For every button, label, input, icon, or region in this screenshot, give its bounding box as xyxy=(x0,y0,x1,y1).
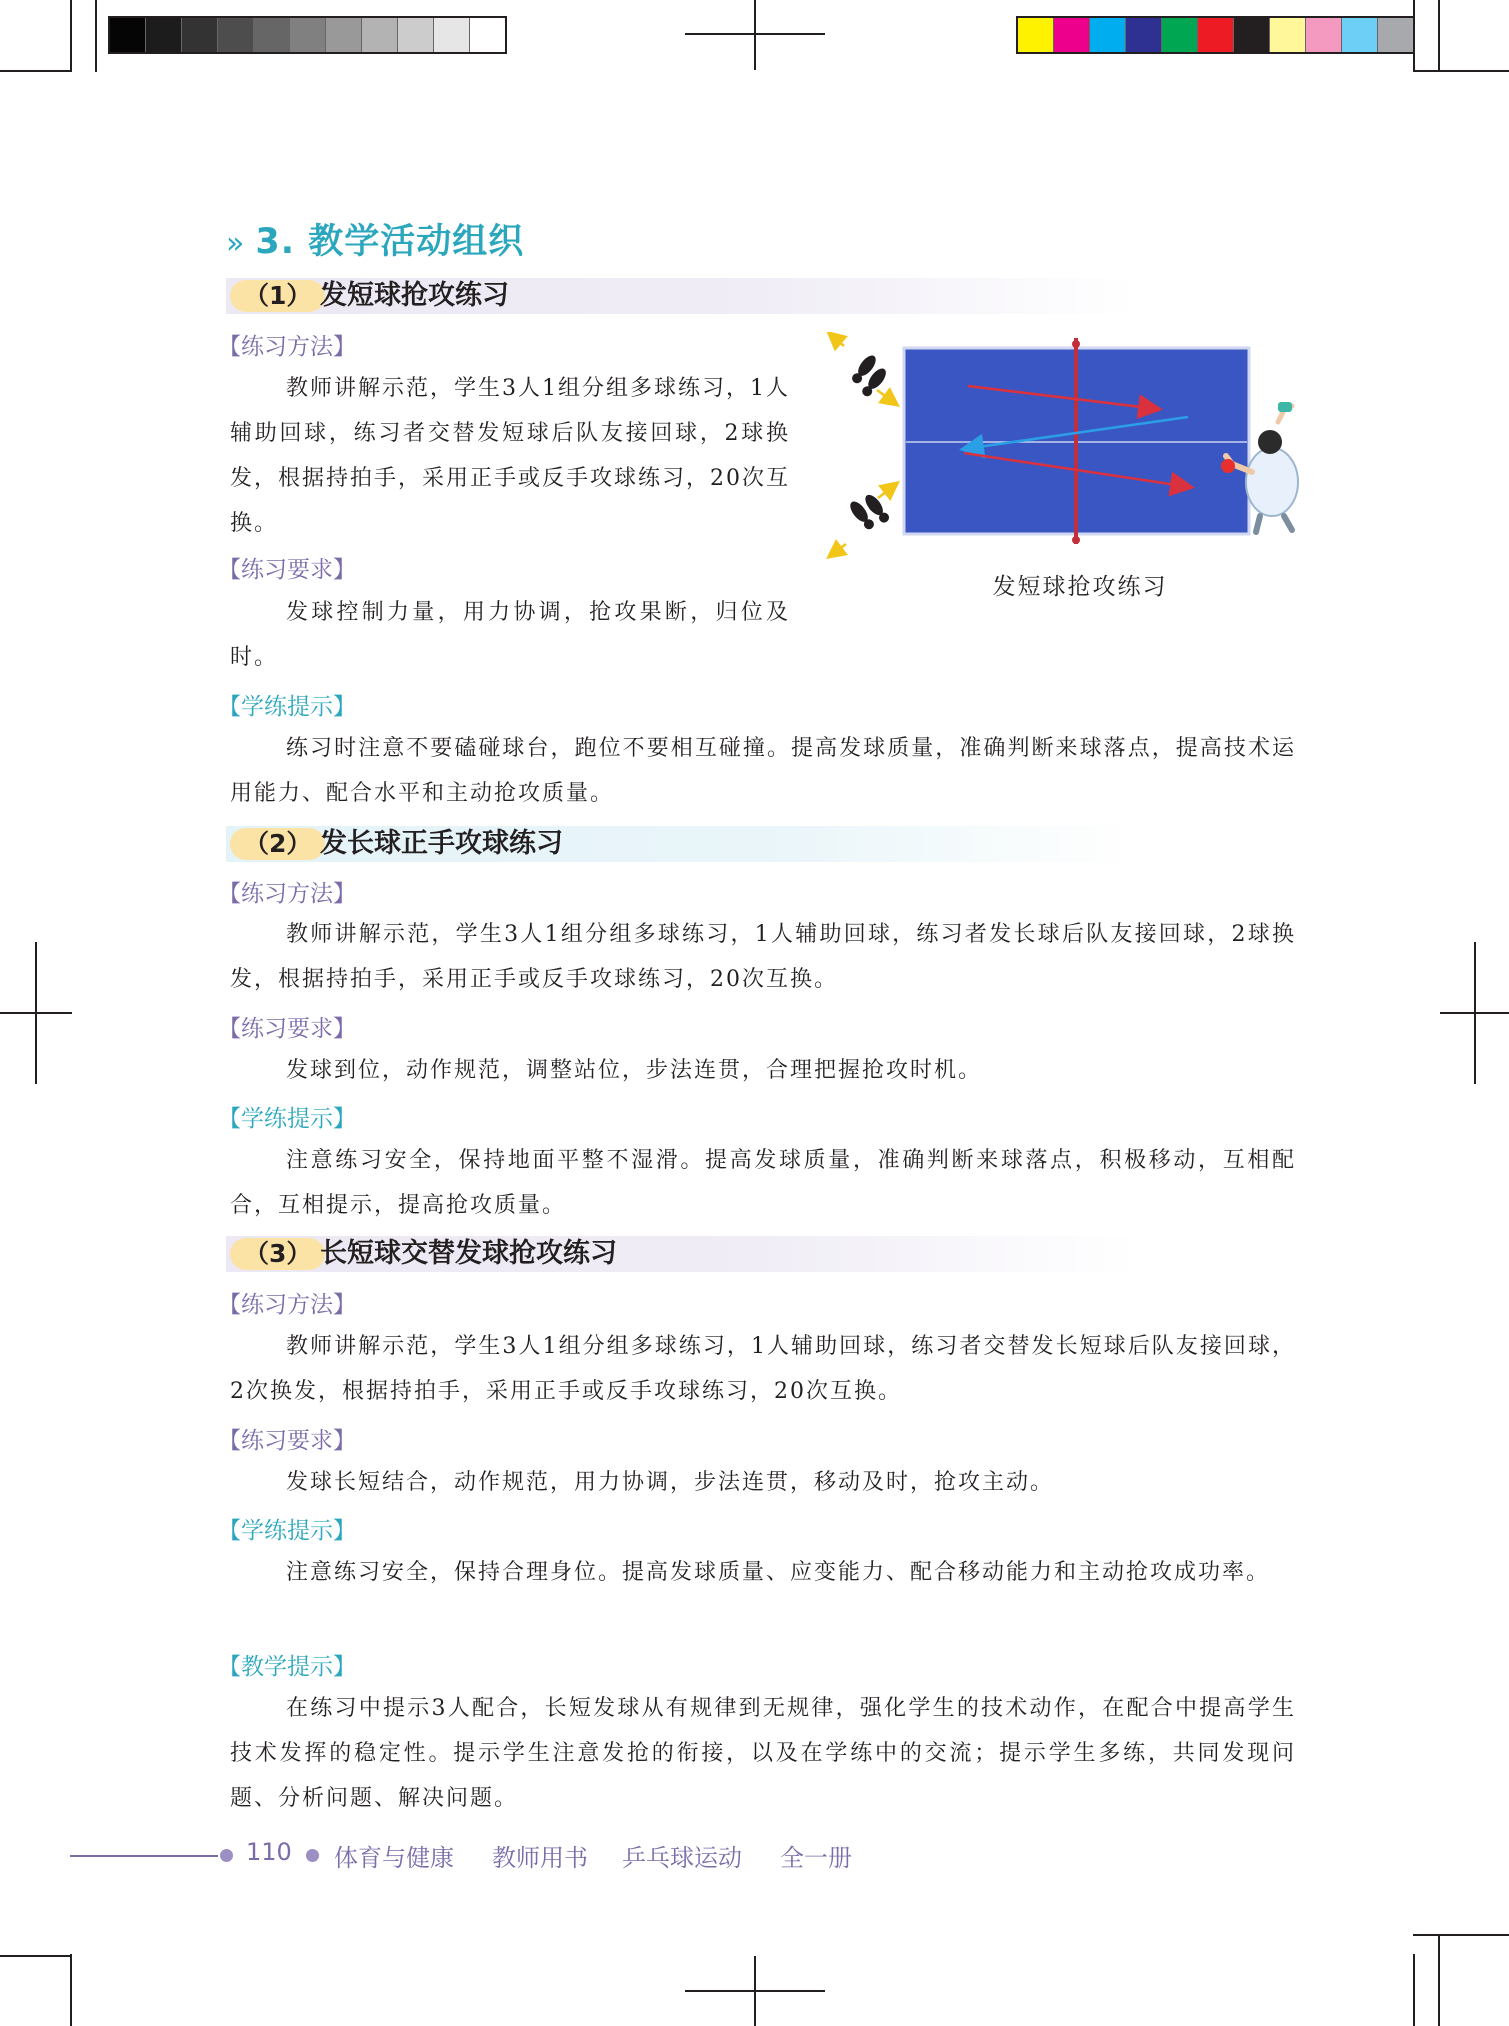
part2-tip-tag: 【学练提示】 xyxy=(218,1106,356,1132)
subheading-part1 xyxy=(226,278,1296,314)
registration-swatch xyxy=(110,18,145,52)
dot-icon xyxy=(220,1849,233,1862)
registration-swatch xyxy=(217,18,253,52)
part1-method-text: 教师讲解示范，学生3人1组分组多球练习，1人辅助回球，练习者交替发短球后队友接回球，2球换发，根据持拍手，采用正手或反手攻球练习，20次互换。 xyxy=(230,376,790,536)
part3-requirement-text: 发球长短结合，动作规范，用力协调，步法连贯，移动及时，抢攻主动。 xyxy=(286,1470,1055,1495)
part2-title: 发长球正手攻球练习 xyxy=(320,828,563,859)
footer-book: 体育与健康 xyxy=(334,1844,454,1872)
part2-number: （2） xyxy=(230,828,325,860)
part3-title: 长短球交替发球抢攻练习 xyxy=(320,1238,617,1269)
registration-swatch xyxy=(1161,18,1197,52)
dot-icon xyxy=(306,1849,319,1862)
part1-method-tag: 【练习方法】 xyxy=(218,334,356,360)
color-registration-bar xyxy=(1016,16,1415,54)
part3-tip-text: 注意练习安全，保持合理身位。提高发球质量、应变能力、配合移动能力和主动抢攻成功率。 xyxy=(286,1560,1271,1585)
registration-swatch xyxy=(1377,18,1413,52)
section-title-text: 3. 教学活动组织 xyxy=(255,222,525,262)
part2-requirement-tag: 【练习要求】 xyxy=(218,1016,356,1042)
registration-swatch xyxy=(289,18,325,52)
footer-subject: 乒乓球运动 xyxy=(622,1844,742,1872)
registration-swatch xyxy=(469,18,505,52)
slash-decoration-icon xyxy=(1246,832,1296,856)
registration-swatch xyxy=(1053,18,1089,52)
figure-caption: 发短球抢攻练习 xyxy=(992,574,1168,600)
registration-swatch xyxy=(145,18,181,52)
part1-tip-text: 练习时注意不要磕碰球台，跑位不要相互碰撞。提高发球质量，准确判断来球落点，提高技术运用能力、配合水平和主动抢攻质量。 xyxy=(230,736,1296,806)
part1-requirement-text: 发球控制力量，用力协调，抢攻果断，归位及时。 xyxy=(230,600,790,670)
subheading-part3 xyxy=(226,1236,1296,1272)
part3-method-tag: 【练习方法】 xyxy=(218,1292,356,1318)
part3-teaching-tag: 【教学提示】 xyxy=(218,1654,356,1680)
registration-swatch xyxy=(253,18,289,52)
part3-tip-tag: 【学练提示】 xyxy=(218,1518,356,1544)
part1-title: 发短球抢攻练习 xyxy=(320,280,509,311)
part1-requirement-tag: 【练习要求】 xyxy=(218,557,356,583)
grayscale-registration-bar xyxy=(108,16,507,54)
part3-number: （3） xyxy=(230,1238,325,1270)
registration-swatch xyxy=(1269,18,1305,52)
part3-requirement-tag: 【练习要求】 xyxy=(218,1428,356,1454)
chevron-icon: » xyxy=(226,226,246,261)
registration-swatch xyxy=(361,18,397,52)
part3-method-text: 教师讲解示范，学生3人1组分组多球练习，1人辅助回球，练习者交替发长短球后队友接回球，2次换发，根据持拍手，采用正手或反手攻球练习，20次互换。 xyxy=(230,1334,1296,1404)
registration-swatch xyxy=(397,18,433,52)
registration-swatch xyxy=(1125,18,1161,52)
section-title xyxy=(226,214,524,264)
registration-swatch xyxy=(433,18,469,52)
part2-method-tag: 【练习方法】 xyxy=(218,881,356,907)
slash-decoration-icon xyxy=(1246,284,1296,308)
page-number: 110 xyxy=(246,1838,292,1866)
table-diagram xyxy=(822,332,1312,562)
registration-swatch xyxy=(1341,18,1377,52)
footprints-icon xyxy=(847,489,892,535)
registration-swatch xyxy=(1197,18,1233,52)
footer-rule xyxy=(70,1855,218,1857)
registration-swatch xyxy=(1089,18,1125,52)
footprints-icon xyxy=(847,353,892,399)
part2-tip-text: 注意练习安全，保持地面平整不湿滑。提高发球质量，准确判断来球落点，积极移动，互相配合，互相提示，提高抢攻质量。 xyxy=(230,1148,1296,1218)
part3-teaching-text: 在练习中提示3人配合，长短发球从有规律到无规律，强化学生的技术动作，在配合中提高学生技术发挥的稳定性。提示学生注意发抢的衔接，以及在学练中的交流；提示学生多练，共同发现问题、分析问题、解决问题。 xyxy=(230,1696,1296,1811)
page-footer xyxy=(70,1836,970,1876)
registration-swatch xyxy=(325,18,361,52)
part2-requirement-text: 发球到位，动作规范，调整站位，步法连贯，合理把握抢攻时机。 xyxy=(286,1058,983,1083)
part1-tip-tag: 【学练提示】 xyxy=(218,694,356,720)
registration-swatch xyxy=(1018,18,1053,52)
subheading-part2 xyxy=(226,826,1296,862)
footer-volume: 全一册 xyxy=(780,1844,852,1872)
slash-decoration-icon xyxy=(1246,1242,1296,1266)
registration-swatch xyxy=(1233,18,1269,52)
registration-swatch xyxy=(181,18,217,52)
footer-book-type: 教师用书 xyxy=(492,1844,588,1872)
registration-swatch xyxy=(1305,18,1341,52)
part2-method-text: 教师讲解示范，学生3人1组分组多球练习，1人辅助回球，练习者发长球后队友接回球，2球换发，根据持拍手，采用正手或反手攻球练习，20次互换。 xyxy=(230,922,1296,992)
part1-number: （1） xyxy=(230,280,325,312)
